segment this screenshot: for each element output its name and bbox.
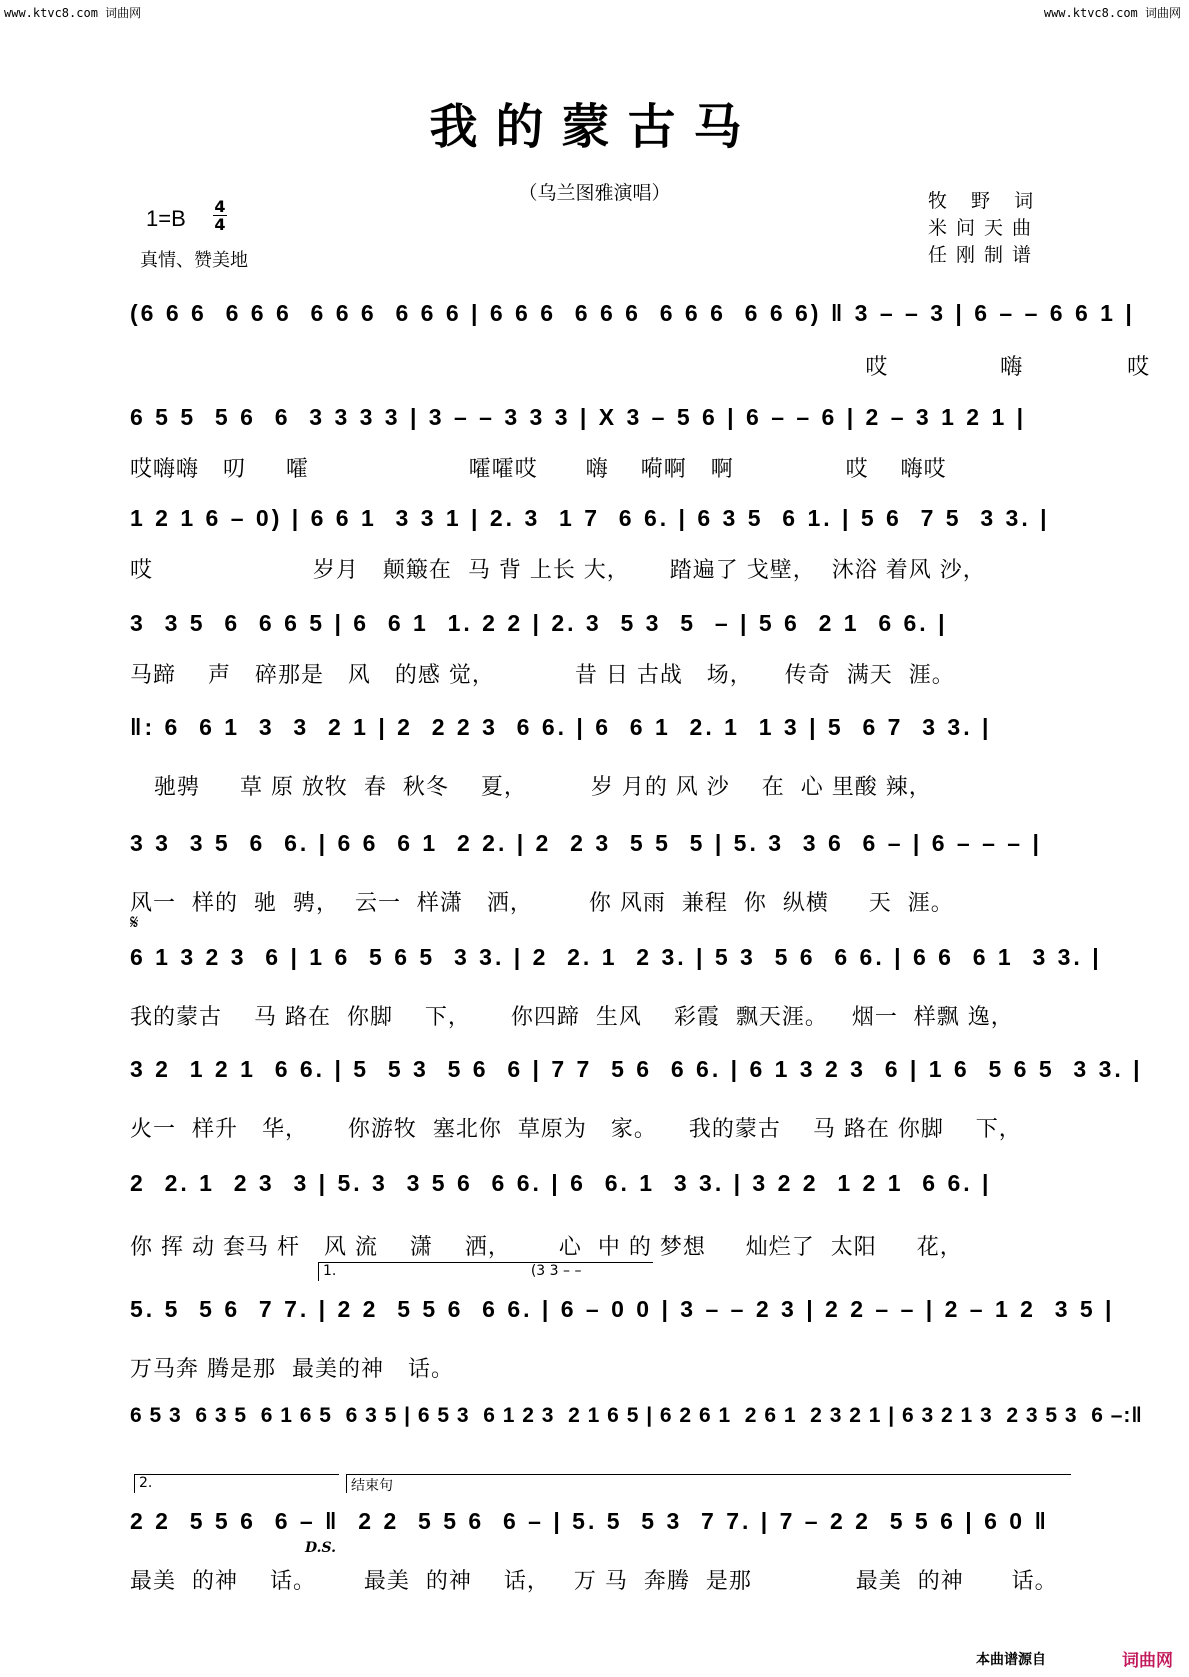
time-signature xyxy=(213,198,227,233)
lyrics-line: 最美 的神 话。 最美 的神 话， 万 马 奔腾 是那 最美 的神 话。 xyxy=(130,1569,1058,1594)
lyrics-line: 哎嗨嗨 叨 嚯 嚯嚯哎 嗨 嗬啊 啊 哎 嗨哎 xyxy=(130,457,947,482)
footer-site-logo: 词曲网 xyxy=(1122,1651,1173,1671)
notation-credit: 任刚制谱 xyxy=(928,244,1041,266)
meter-top: 4 xyxy=(214,197,226,216)
song-title: 我的蒙古马 xyxy=(429,99,760,155)
lyrics-line: 驰骋 草 原 放牧 春 秋冬 夏， 岁 月的 风 沙 在 心 里酸 辣， xyxy=(130,775,932,800)
ds-mark: D.S. xyxy=(305,1540,337,1556)
notes-line: 1 2 1 6 – 0) | 6 6 1 3 3 1 | 2. 3 1 7 6 6. | 6 3 5 6 1. | 5 6 7 5 3 3. | xyxy=(130,505,1050,531)
header-right: www.ktvc8.com 词曲网 xyxy=(1043,6,1181,20)
first-ending-bracket xyxy=(318,1262,653,1281)
meter-bottom: 4 xyxy=(214,215,226,234)
segno-mark: 𝄋 xyxy=(130,910,139,934)
parenthetical-notes: (3 3 – – xyxy=(530,1263,582,1279)
notes-line: 2 2 5 5 6 6 – ‖ 2 2 5 5 6 6 – | 5. 5 5 3 7 7. | 7 – 2 2 5 5 6 | 6 0 ‖ xyxy=(130,1508,1049,1534)
second-ending-bracket xyxy=(134,1474,339,1493)
lyricist-credit: 牧 野 词 xyxy=(928,190,1043,212)
lyrics-line: 哎 嗨 哎 xyxy=(130,355,1151,380)
notes-line: 2 2. 1 2 3 3 | 5. 3 3 5 6 6 6. | 6 6. 1 3 3. | 3 2 2 1 2 1 6 6. | xyxy=(130,1170,992,1196)
lyrics-line: 马蹄 声 碎那是 风 的感 觉， 昔 日 古战 场， 传奇 满天 涯。 xyxy=(130,663,955,688)
notes-line: 3 2 1 2 1 6 6. | 5 5 3 5 6 6 | 7 7 5 6 6 6. | 6 1 3 2 3 6 | 1 6 5 6 5 3 3. | xyxy=(130,1056,1143,1082)
notes-line: 5. 5 5 6 7 7. | 2 2 5 5 6 6 6. | 6 – 0 0 | 3 – – 2 3 | 2 2 – – | 2 – 1 2 3 5 | xyxy=(130,1296,1115,1322)
lyrics-line: 风一 样的 驰 骋， 云一 样潇 洒， 你 风雨 兼程 你 纵横 天 涯。 xyxy=(130,891,954,916)
lyrics-line: 我的蒙古 马 路在 你脚 下， 你四蹄 生风 彩霞 飘天涯。 烟一 样飘 逸， xyxy=(130,1005,1014,1030)
notes-line: ‖: 6 6 1 3 3 2 1 | 2 2 2 3 6 6. | 6 6 1 2. 1 1 3 | 5 6 7 3 3. | xyxy=(130,714,992,740)
first-ending-label: 1. xyxy=(323,1263,337,1279)
notes-line: 3 3 3 5 6 6. | 6 6 6 1 2 2. | 2 2 3 5 5 5 | 5. 3 3 6 6 – | 6 – – – | xyxy=(130,830,1042,856)
second-ending-label: 2. xyxy=(139,1475,153,1491)
tempo-marking: 真情、赞美地 xyxy=(140,250,248,271)
coda-bracket xyxy=(346,1474,1071,1493)
notes-line: 6 5 5 5 6 6 3 3 3 3 | 3 – – 3 3 3 | X 3 – 5 6 | 6 – – 6 | 2 – 3 1 2 1 | xyxy=(130,404,1027,430)
notes-line: (6 6 6 6 6 6 6 6 6 6 6 6 | 6 6 6 6 6 6 6 6 6 6 6 6) ‖ 3 – – 3 | 6 – – 6 6 1 | xyxy=(130,300,1135,326)
composer-credit: 米问天曲 xyxy=(928,217,1041,239)
key-signature: 1=B xyxy=(146,206,186,231)
singer-credit: （乌兰图雅演唱） xyxy=(518,182,671,204)
footer-source-text: 本曲谱源自 xyxy=(976,1652,1046,1668)
lyrics-line: 你 挥 动 套马 杆 风 流 潇 洒， 心 中 的 梦想 灿烂了 太阳 花， xyxy=(130,1235,963,1260)
lyrics-line: 哎 岁月 颠簸在 马 背 上长 大， 踏遍了 戈壁， 沐浴 着风 沙， xyxy=(130,558,986,583)
lyrics-line: 火一 样升 华， 你游牧 塞北你 草原为 家。 我的蒙古 马 路在 你脚 下， xyxy=(130,1117,1022,1142)
credits-block xyxy=(928,188,1042,269)
notes-line: 6 1 3 2 3 6 | 1 6 5 6 5 3 3. | 2 2. 1 2 3. | 5 3 5 6 6 6. | 6 6 6 1 3 3. | xyxy=(130,944,1102,970)
lyrics-line: 万马奔 腾是那 最美的神 话。 xyxy=(130,1357,454,1382)
notes-line: 3 3 5 6 6 6 5 | 6 6 1 1. 2 2 | 2. 3 5 3 5 – | 5 6 2 1 6 6. | xyxy=(130,610,948,636)
notes-line: 6 5 3 6 3 5 6 1 6 5 6 3 5 | 6 5 3 6 1 2 3 2 1 6 5 | 6 2 6 1 2 6 1 2 3 2 1 | 6 3 2 1 3 2 3 5 3 6 –:‖ xyxy=(130,1404,1143,1427)
header-left: www.ktvc8.com 词曲网 xyxy=(4,6,142,20)
coda-label: 结束句 xyxy=(351,1478,393,1494)
